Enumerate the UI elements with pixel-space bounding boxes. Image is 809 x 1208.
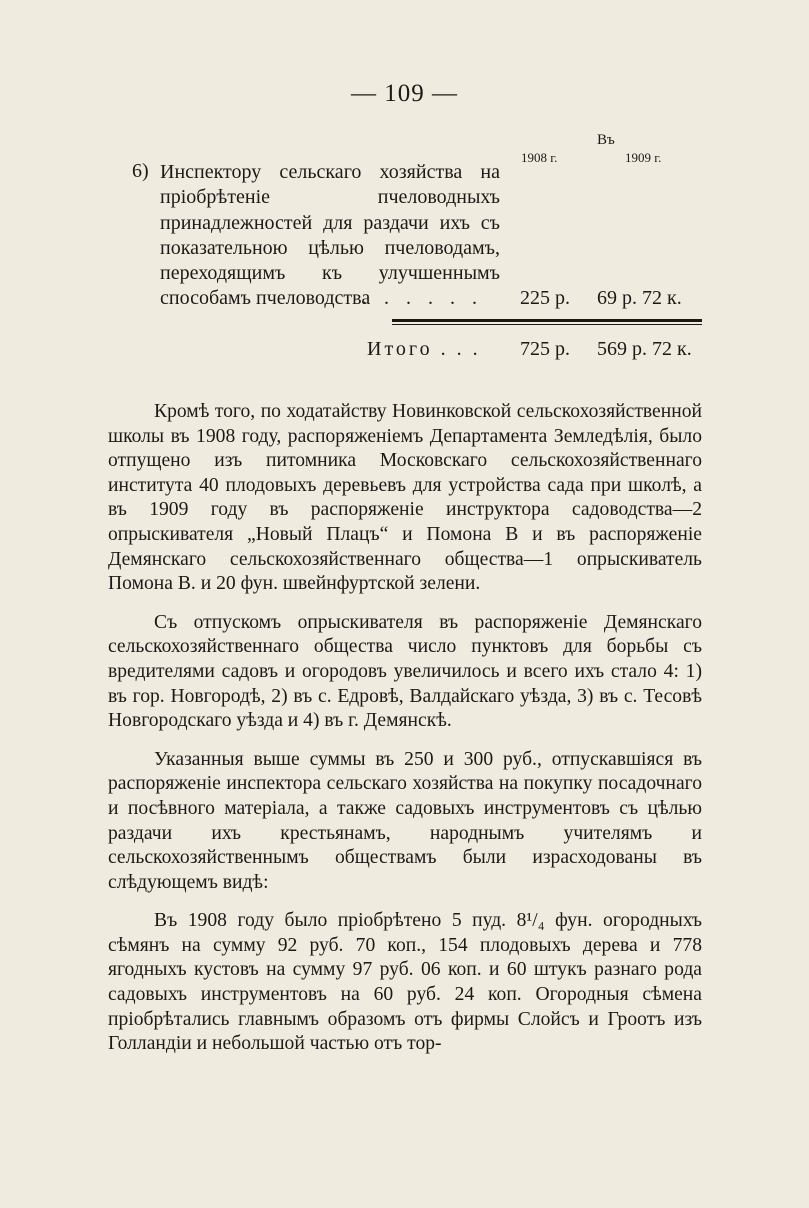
total-amount-1908: 725 р. xyxy=(520,338,570,360)
column-group-header: Въ xyxy=(597,132,615,148)
item-number: 6) xyxy=(132,160,149,182)
item-amount-1909: 69 р. 72 к. xyxy=(597,287,682,309)
paragraph: Указанныя выше суммы въ 250 и 300 руб., отпускавшіяся въ распоряженіе инспектора сельскаго хозяйства на покупку посадочнаго и посѣвного матеріала, а также садовыхъ инструментовъ съ цѣлью раздачи ихъ крестьянамъ, народнымъ учителямъ и сельскохозяйственнымъ обществамъ были израсходованы въ слѣдующемъ видѣ: xyxy=(108,748,702,893)
total-label: Итого . . . xyxy=(367,338,481,360)
total-amount-1909: 569 р. 72 к. xyxy=(597,338,692,360)
total-rule xyxy=(392,319,702,322)
paragraph: Кромѣ того, по ходатайству Новинковской сельскохозяйственной школы въ 1908 году, распоряженіемъ Департамента Земледѣлія, было отпущено изъ питомника Московскаго сельскохозяйственнаго института 40 плодовыхъ деревьевъ для устройства сада при школѣ, а въ 1909 году въ распоряженіе инструктора садоводства—2 опрыскивателя „Новый Плацъ“ и Помона В и въ распоряженіе Демянскаго сельскохозяйственнаго общества—1 опрыскиватель Помона В. и 20 фун. швейнфуртской зелени. xyxy=(108,401,702,595)
column-header-1909: 1909 г. xyxy=(625,150,662,165)
leader-dots: . . . . . . xyxy=(362,287,483,309)
paragraph: Въ 1908 году было пріобрѣтено 5 пуд. 8¹/₄ фун. огородныхъ сѣмянъ на сумму 92 руб. 70 коп., 154 плодовыхъ дерева и 778 ягодныхъ кустовъ на сумму 97 руб. 06 коп. и 60 штукъ разнаго рода садовыхъ инструментовъ на 60 руб. 24 коп. Огородныя сѣмена пріобрѣтались главнымъ образомъ отъ фирмы Слойсъ и Гроотъ изъ Голландіи и небольшой частью отъ тор- xyxy=(108,910,702,1055)
body-text xyxy=(108,400,702,1071)
page-number: — 109 — xyxy=(351,80,458,107)
item-amount-1908: 225 р. xyxy=(520,287,570,309)
paragraph: Съ отпускомъ опрыскивателя въ распоряженіе Демянскаго сельскохозяйственнаго общества число пунктовъ для борьбы съ вредителями садовъ и огородовъ увеличилось и всего ихъ стало 4: 1) въ гор. Новгородѣ, 2) въ с. Едровѣ, Валдайскаго уѣзда, 3) въ с. Тесовѣ Новгородскаго уѣзда и 4) въ г. Демянскѣ. xyxy=(108,611,702,732)
item-description: Инспектору сельскаго хозяйства на пріобрѣтеніе пчеловодныхъ принадлежностей для раздачи ихъ съ показательною цѣлью пчеловодамъ, переходящимъ къ улучшеннымъ способамъ пчеловодства xyxy=(160,161,500,310)
total-rule-thin xyxy=(392,324,702,325)
column-header-1908: 1908 г. xyxy=(521,150,558,165)
